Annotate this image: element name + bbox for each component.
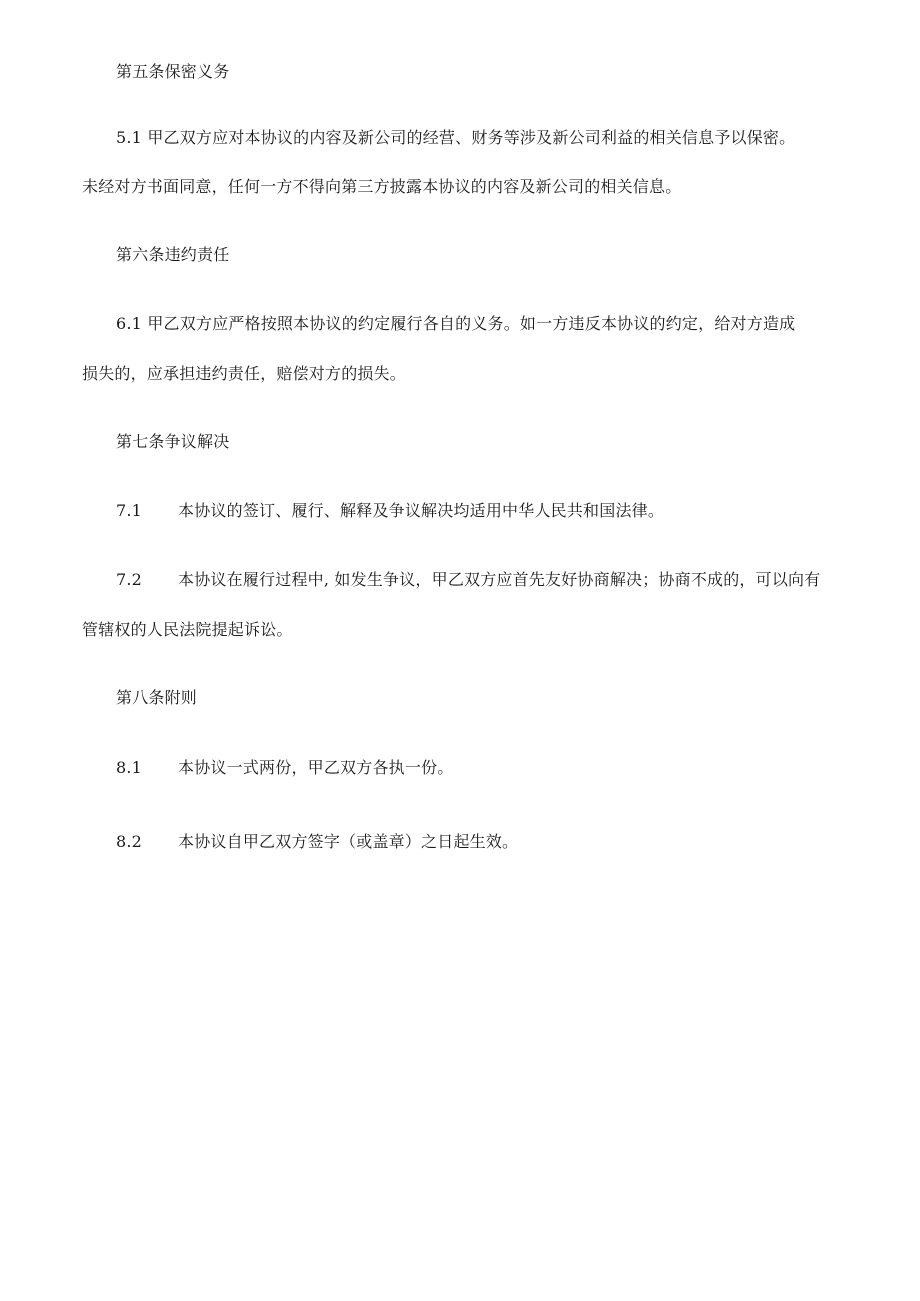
clause-7-1-text: 本协议的签订、履行、解释及争议解决均适用中华人民共和国法律。 bbox=[178, 501, 665, 520]
clause-6-1-line-2: 损失的，应承担违约责任，赔偿对方的损失。 bbox=[82, 364, 407, 383]
section-8-heading: 第八条附则 bbox=[116, 688, 198, 707]
clause-7-1-number: 7.1 bbox=[116, 501, 143, 520]
clause-8-2-text: 本协议自甲乙双方签字（或盖章）之日起生效。 bbox=[178, 832, 519, 851]
clause-7-1 bbox=[116, 501, 664, 521]
clause-8-2-number: 8.2 bbox=[116, 832, 143, 851]
clause-8-1-text: 本协议一式两份，甲乙双方各执一份。 bbox=[178, 758, 454, 777]
clause-8-2 bbox=[116, 832, 518, 852]
clause-5-1-line-2: 未经对方书面同意，任何一方不得向第三方披露本协议的内容及新公司的相关信息。 bbox=[82, 177, 682, 196]
section-7-heading: 第七条争议解决 bbox=[116, 432, 230, 451]
clause-5-1-line-1: 5.1 甲乙双方应对本协议的内容及新公司的经营、财务等涉及新公司利益的相关信息予以保密。 bbox=[116, 128, 796, 147]
clause-7-2-line-2: 管辖权的人民法院提起诉讼。 bbox=[82, 620, 293, 639]
clause-8-1-number: 8.1 bbox=[116, 758, 143, 777]
clause-7-2-number: 7.2 bbox=[116, 570, 143, 589]
clause-8-1 bbox=[116, 758, 453, 778]
section-5-heading: 第五条保密义务 bbox=[116, 62, 230, 81]
clause-7-2-text: 本协议在履行过程中, 如发生争议，甲乙双方应首先友好协商解决；协商不成的，可以向有 bbox=[178, 570, 821, 589]
clause-6-1-line-1: 6.1 甲乙双方应严格按照本协议的约定履行各自的义务。如一方违反本协议的约定，给对方造成 bbox=[116, 314, 796, 333]
section-6-heading: 第六条违约责任 bbox=[116, 245, 230, 264]
clause-7-2-line-1 bbox=[116, 570, 820, 590]
